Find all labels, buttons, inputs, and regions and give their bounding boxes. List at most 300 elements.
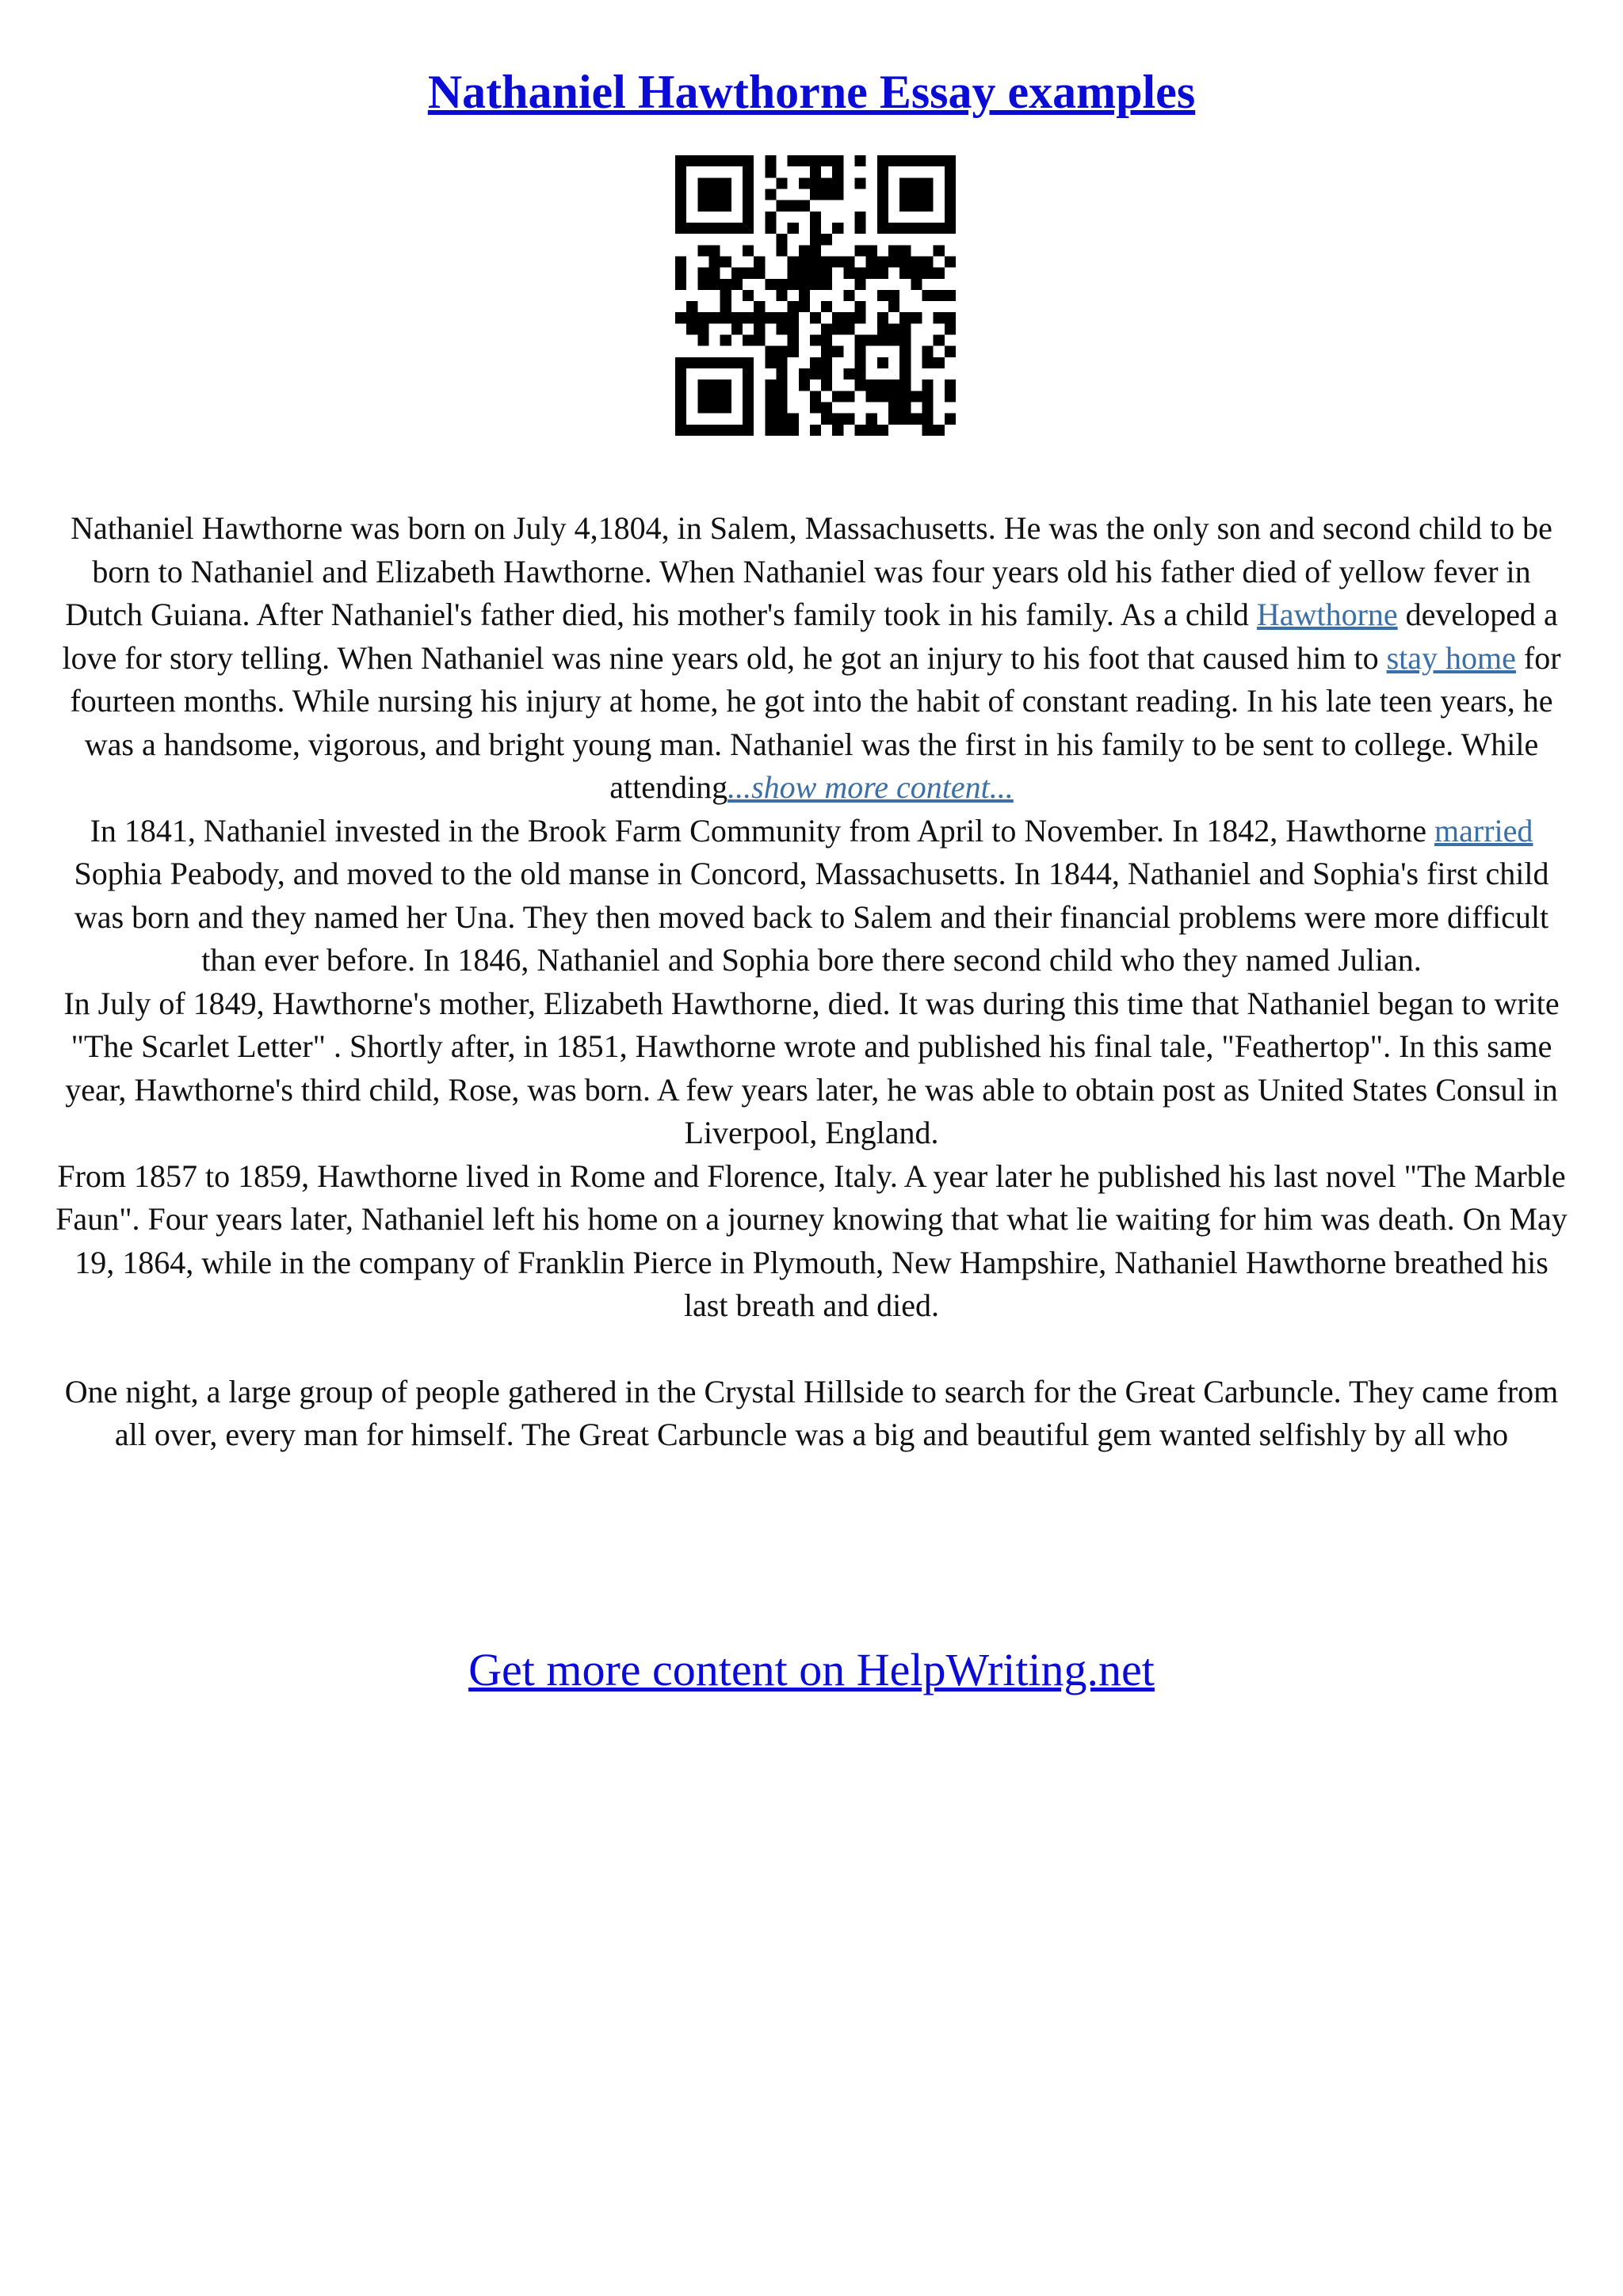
qr-module bbox=[877, 177, 888, 189]
qr-module bbox=[743, 425, 754, 436]
qr-module bbox=[888, 402, 899, 414]
qr-module bbox=[855, 212, 866, 223]
qr-module bbox=[708, 379, 720, 391]
qr-module bbox=[697, 155, 708, 166]
qr-module bbox=[832, 312, 843, 323]
qr-module bbox=[911, 279, 922, 290]
qr-module bbox=[743, 391, 754, 402]
qr-module bbox=[810, 279, 821, 290]
qr-module bbox=[708, 357, 720, 368]
qr-module bbox=[743, 177, 754, 189]
qr-module bbox=[866, 379, 877, 391]
qr-module bbox=[708, 425, 720, 436]
qr-module bbox=[675, 414, 686, 425]
qr-module bbox=[708, 279, 720, 290]
qr-module bbox=[708, 177, 720, 189]
qr-module bbox=[731, 312, 743, 323]
qr-module bbox=[799, 279, 810, 290]
qr-module bbox=[888, 379, 899, 391]
qr-module bbox=[934, 290, 945, 301]
qr-module bbox=[888, 155, 899, 166]
qr-module bbox=[788, 312, 799, 323]
qr-module bbox=[821, 414, 832, 425]
qr-module bbox=[810, 391, 821, 402]
qr-module bbox=[776, 391, 787, 402]
qr-module bbox=[843, 368, 854, 379]
qr-module bbox=[922, 256, 934, 267]
qr-module bbox=[934, 223, 945, 234]
qr-module bbox=[899, 177, 911, 189]
qr-module bbox=[675, 391, 686, 402]
qr-module bbox=[776, 312, 787, 323]
qr-module bbox=[945, 223, 956, 234]
qr-module bbox=[934, 357, 945, 368]
qr-module bbox=[911, 391, 922, 402]
qr-module bbox=[922, 379, 934, 391]
qr-module bbox=[708, 189, 720, 200]
qr-module bbox=[810, 223, 821, 234]
qr-module bbox=[832, 223, 843, 234]
qr-module bbox=[843, 256, 854, 267]
qr-module bbox=[675, 166, 686, 177]
qr-module bbox=[708, 245, 720, 256]
qr-module bbox=[945, 256, 956, 267]
qr-module bbox=[855, 425, 866, 436]
qr-module bbox=[810, 256, 821, 267]
qr-module bbox=[754, 312, 765, 323]
qr-module bbox=[754, 301, 765, 312]
qr-module bbox=[843, 414, 854, 425]
qr-module bbox=[922, 357, 934, 368]
qr-module bbox=[765, 312, 776, 323]
qr-module bbox=[799, 200, 810, 212]
qr-module bbox=[821, 189, 832, 200]
qr-module bbox=[708, 155, 720, 166]
qr-module bbox=[810, 245, 821, 256]
qr-module bbox=[899, 268, 911, 279]
qr-module bbox=[945, 212, 956, 223]
qr-module bbox=[765, 223, 776, 234]
qr-module bbox=[922, 189, 934, 200]
qr-module bbox=[731, 223, 743, 234]
qr-module bbox=[765, 155, 776, 166]
qr-module bbox=[799, 155, 810, 166]
qr-module bbox=[708, 268, 720, 279]
qr-module bbox=[675, 379, 686, 391]
qr-module bbox=[743, 166, 754, 177]
qr-module bbox=[821, 357, 832, 368]
qr-module bbox=[731, 268, 743, 279]
qr-module bbox=[686, 323, 697, 334]
qr-module bbox=[888, 256, 899, 267]
qr-module bbox=[888, 335, 899, 346]
qr-module bbox=[843, 268, 854, 279]
qr-module bbox=[855, 335, 866, 346]
qr-module bbox=[675, 268, 686, 279]
qr-module bbox=[776, 245, 787, 256]
qr-module bbox=[843, 290, 854, 301]
qr-module bbox=[821, 323, 832, 334]
qr-module bbox=[697, 323, 708, 334]
qr-module bbox=[888, 223, 899, 234]
qr-module bbox=[765, 189, 776, 200]
qr-module bbox=[776, 346, 787, 357]
qr-module bbox=[776, 402, 787, 414]
show-more-link[interactable]: ...show more content... bbox=[727, 769, 1014, 805]
qr-module bbox=[888, 323, 899, 334]
qr-module bbox=[877, 166, 888, 177]
qr-module bbox=[855, 177, 866, 189]
qr-module bbox=[776, 379, 787, 391]
qr-module bbox=[899, 223, 911, 234]
qr-module bbox=[855, 245, 866, 256]
qr-module bbox=[697, 177, 708, 189]
qr-module bbox=[675, 256, 686, 267]
qr-module bbox=[743, 379, 754, 391]
qr-module bbox=[708, 223, 720, 234]
qr-module bbox=[911, 200, 922, 212]
qr-module bbox=[877, 391, 888, 402]
qr-module bbox=[799, 290, 810, 301]
qr-module bbox=[675, 177, 686, 189]
qr-module bbox=[945, 414, 956, 425]
qr-module bbox=[720, 200, 731, 212]
qr-module bbox=[945, 323, 956, 334]
paragraph-final-years: From 1857 to 1859, Hawthorne lived in Rome and Florence, Italy. A year later he published his last novel "The Marble Faun". Four years later, Nathaniel left his home on a journey knowing that what lie waiting for him was death. On May 19, 1864, while in the company of Franklin Pierce in Plymouth, New Hampshire, Nathaniel Hawthorne breathed his last breath and died. bbox=[55, 1158, 1568, 1323]
qr-module bbox=[720, 155, 731, 166]
qr-module bbox=[866, 335, 877, 346]
paragraph-brook-farm: In 1841, Nathaniel invested in the Brook Farm Community from April to November. In 1842, Hawthorne married Sophia Peabody, and moved to the old manse in Concord, Massachusetts. In 1844, Nathaniel and Sophia's first child was born and they named her Una. They then moved back to Salem and their financial problems were more difficult than ever before. In 1846, Nathaniel and Sophia bore there second child who they named Julian. bbox=[74, 812, 1549, 978]
qr-module bbox=[810, 357, 821, 368]
qr-module bbox=[810, 335, 821, 346]
qr-module bbox=[877, 268, 888, 279]
essay-body bbox=[55, 507, 1568, 1457]
qr-module bbox=[754, 268, 765, 279]
qr-module bbox=[866, 425, 877, 436]
qr-module bbox=[754, 256, 765, 267]
qr-module bbox=[888, 414, 899, 425]
qr-module bbox=[788, 301, 799, 312]
qr-module bbox=[708, 402, 720, 414]
qr-module bbox=[686, 223, 697, 234]
qr-module bbox=[877, 189, 888, 200]
qr-module bbox=[765, 402, 776, 414]
qr-module bbox=[686, 301, 697, 312]
qr-module bbox=[922, 155, 934, 166]
qr-module bbox=[720, 391, 731, 402]
qr-module bbox=[843, 323, 854, 334]
qr-module bbox=[855, 155, 866, 166]
qr-module bbox=[821, 279, 832, 290]
qr-module bbox=[697, 402, 708, 414]
qr-module bbox=[821, 234, 832, 245]
paragraph-gap bbox=[55, 1328, 1568, 1371]
qr-module bbox=[899, 391, 911, 402]
paragraph-great-carbuncle: One night, a large group of people gathered in the Crystal Hillside to search for the Great Carbuncle. They came from all over, every man for himself. The Great Carbuncle was a big and beautiful gem wanted selfishly by all who bbox=[64, 1373, 1559, 1452]
qr-module bbox=[675, 402, 686, 414]
qr-module bbox=[810, 212, 821, 223]
qr-module bbox=[888, 290, 899, 301]
qr-module bbox=[877, 223, 888, 234]
qr-module bbox=[708, 256, 720, 267]
qr-module bbox=[945, 346, 956, 357]
qr-module bbox=[899, 335, 911, 346]
qr-module bbox=[866, 256, 877, 267]
qr-module bbox=[899, 414, 911, 425]
qr-module bbox=[832, 177, 843, 189]
qr-module bbox=[810, 177, 821, 189]
qr-module bbox=[866, 414, 877, 425]
qr-module bbox=[720, 312, 731, 323]
qr-module bbox=[743, 155, 754, 166]
qr-module bbox=[697, 379, 708, 391]
qr-module bbox=[911, 155, 922, 166]
qr-module bbox=[697, 268, 708, 279]
qr-module bbox=[776, 279, 787, 290]
qr-module bbox=[765, 414, 776, 425]
qr-module bbox=[945, 391, 956, 402]
qr-module bbox=[832, 346, 843, 357]
qr-module bbox=[754, 335, 765, 346]
qr-module bbox=[788, 425, 799, 436]
qr-module bbox=[945, 189, 956, 200]
qr-module bbox=[765, 166, 776, 177]
qr-module bbox=[911, 312, 922, 323]
qr-module bbox=[832, 166, 843, 177]
qr-module bbox=[788, 155, 799, 166]
qr-module bbox=[697, 425, 708, 436]
qr-module bbox=[877, 312, 888, 323]
qr-module bbox=[888, 245, 899, 256]
qr-module bbox=[810, 166, 821, 177]
married-link[interactable]: married bbox=[1434, 812, 1533, 849]
qr-module bbox=[697, 391, 708, 402]
qr-module bbox=[832, 189, 843, 200]
qr-module bbox=[765, 212, 776, 223]
qr-module bbox=[832, 414, 843, 425]
qr-module bbox=[899, 346, 911, 357]
qr-module bbox=[911, 177, 922, 189]
qr-module bbox=[743, 335, 754, 346]
qr-module bbox=[934, 425, 945, 436]
qr-module bbox=[675, 368, 686, 379]
qr-module bbox=[743, 268, 754, 279]
qr-module bbox=[899, 323, 911, 334]
qr-module bbox=[934, 155, 945, 166]
qr-module bbox=[776, 368, 787, 379]
qr-module bbox=[743, 368, 754, 379]
qr-module bbox=[877, 155, 888, 166]
qr-module bbox=[675, 200, 686, 212]
qr-module bbox=[911, 256, 922, 267]
qr-module bbox=[810, 189, 821, 200]
qr-module bbox=[765, 425, 776, 436]
qr-module bbox=[855, 368, 866, 379]
qr-module bbox=[788, 200, 799, 212]
qr-module bbox=[855, 379, 866, 391]
qr-module bbox=[832, 391, 843, 402]
qr-module bbox=[855, 268, 866, 279]
qr-module bbox=[697, 335, 708, 346]
qr-module bbox=[697, 200, 708, 212]
qr-module bbox=[922, 177, 934, 189]
qr-module bbox=[810, 368, 821, 379]
qr-module bbox=[708, 312, 720, 323]
qr-module bbox=[720, 279, 731, 290]
qr-module bbox=[899, 379, 911, 391]
qr-module bbox=[720, 357, 731, 368]
page-title[interactable]: Nathaniel Hawthorne Essay examples bbox=[427, 66, 1196, 118]
qr-module bbox=[855, 346, 866, 357]
qr-module bbox=[720, 223, 731, 234]
qr-module bbox=[922, 402, 934, 414]
qr-module bbox=[799, 301, 810, 312]
qr-module bbox=[843, 312, 854, 323]
qr-module bbox=[720, 425, 731, 436]
qr-module bbox=[799, 256, 810, 267]
qr-module bbox=[922, 290, 934, 301]
qr-module bbox=[934, 245, 945, 256]
qr-module bbox=[743, 189, 754, 200]
qr-module bbox=[810, 155, 821, 166]
qr-module bbox=[788, 223, 799, 234]
qr-module bbox=[788, 256, 799, 267]
qr-module bbox=[675, 425, 686, 436]
qr-module bbox=[832, 323, 843, 334]
qr-module bbox=[810, 312, 821, 323]
qr-module bbox=[877, 323, 888, 334]
qr-module bbox=[776, 357, 787, 368]
qr-module bbox=[686, 425, 697, 436]
qr-module bbox=[922, 425, 934, 436]
hawthorne-link[interactable]: Hawthorne bbox=[1256, 597, 1398, 632]
stay-home-link[interactable]: stay home bbox=[1386, 639, 1516, 676]
qr-module bbox=[743, 200, 754, 212]
qr-module bbox=[788, 335, 799, 346]
qr-module bbox=[934, 312, 945, 323]
qr-module bbox=[855, 357, 866, 368]
qr-module bbox=[731, 425, 743, 436]
qr-module bbox=[708, 391, 720, 402]
qr-module bbox=[686, 357, 697, 368]
qr-module bbox=[720, 402, 731, 414]
qr-module bbox=[934, 268, 945, 279]
qr-module bbox=[899, 245, 911, 256]
qr-module bbox=[743, 212, 754, 223]
qr-module bbox=[731, 279, 743, 290]
qr-module bbox=[799, 177, 810, 189]
qr-module bbox=[810, 402, 821, 414]
qr-module bbox=[899, 368, 911, 379]
qr-module bbox=[776, 323, 787, 334]
qr-code-icon bbox=[675, 155, 956, 436]
qr-module bbox=[821, 256, 832, 267]
qr-module bbox=[888, 391, 899, 402]
paragraph-intro: Nathaniel Hawthorne was born on July 4,1804, in Salem, Massachusetts. He was the only son and second child to be born to Nathaniel and Elizabeth Hawthorne. When Nathaniel was four years old his father died of yellow fever in Dutch Guiana. After Nathaniel's father died, his mother's family took in his family. As a child Hawthorne developed a love for story telling. When Nathaniel was nine years old, he got an injury to his foot that caused him to stay home for fourteen months. While nursing his injury at home, he got into the habit of constant reading. In his late teen years, he was a handsome, vigorous, and bright young man. Nathaniel was the first in his family to be sent to college. While attending...show more content... bbox=[62, 510, 1561, 805]
qr-module bbox=[877, 335, 888, 346]
qr-module bbox=[743, 223, 754, 234]
qr-module bbox=[945, 166, 956, 177]
qr-module bbox=[945, 200, 956, 212]
qr-module bbox=[821, 402, 832, 414]
qr-module bbox=[788, 268, 799, 279]
qr-module bbox=[877, 290, 888, 301]
qr-module bbox=[697, 189, 708, 200]
get-more-content-link[interactable]: Get more content on HelpWriting.net bbox=[468, 1644, 1155, 1695]
qr-module bbox=[697, 312, 708, 323]
qr-module bbox=[675, 189, 686, 200]
qr-module bbox=[765, 357, 776, 368]
qr-module bbox=[708, 200, 720, 212]
qr-module bbox=[765, 379, 776, 391]
qr-module bbox=[776, 414, 787, 425]
qr-module bbox=[675, 212, 686, 223]
qr-module bbox=[945, 312, 956, 323]
qr-module bbox=[855, 223, 866, 234]
qr-module bbox=[911, 414, 922, 425]
qr-module bbox=[877, 256, 888, 267]
qr-module bbox=[832, 155, 843, 166]
qr-module bbox=[866, 391, 877, 402]
qr-module bbox=[832, 256, 843, 267]
qr-module bbox=[720, 189, 731, 200]
qr-module bbox=[821, 155, 832, 166]
qr-module bbox=[855, 279, 866, 290]
qr-module bbox=[743, 402, 754, 414]
qr-module bbox=[720, 177, 731, 189]
qr-module bbox=[821, 379, 832, 391]
qr-module bbox=[720, 290, 731, 301]
qr-module bbox=[866, 245, 877, 256]
qr-module bbox=[899, 256, 911, 267]
qr-module bbox=[675, 223, 686, 234]
qr-module bbox=[832, 425, 843, 436]
qr-module bbox=[945, 379, 956, 391]
qr-module bbox=[788, 279, 799, 290]
qr-module bbox=[810, 234, 821, 245]
qr-module bbox=[776, 177, 787, 189]
qr-module bbox=[810, 268, 821, 279]
qr-module bbox=[799, 245, 810, 256]
qr-module bbox=[877, 357, 888, 368]
qr-module bbox=[776, 425, 787, 436]
qr-module bbox=[765, 279, 776, 290]
qr-module bbox=[776, 234, 787, 245]
qr-module bbox=[686, 312, 697, 323]
qr-module bbox=[922, 346, 934, 357]
qr-module bbox=[799, 368, 810, 379]
qr-module bbox=[743, 312, 754, 323]
qr-module bbox=[899, 189, 911, 200]
qr-module bbox=[821, 368, 832, 379]
qr-module bbox=[675, 357, 686, 368]
qr-module bbox=[877, 200, 888, 212]
qr-module bbox=[922, 200, 934, 212]
qr-module bbox=[821, 268, 832, 279]
qr-module bbox=[697, 279, 708, 290]
qr-module bbox=[799, 379, 810, 391]
qr-module bbox=[743, 245, 754, 256]
qr-module bbox=[945, 155, 956, 166]
qr-module bbox=[899, 402, 911, 414]
qr-module bbox=[743, 357, 754, 368]
qr-module bbox=[697, 245, 708, 256]
qr-module bbox=[911, 189, 922, 200]
qr-module bbox=[888, 301, 899, 312]
qr-module bbox=[799, 268, 810, 279]
qr-module bbox=[686, 155, 697, 166]
qr-module bbox=[720, 256, 731, 267]
